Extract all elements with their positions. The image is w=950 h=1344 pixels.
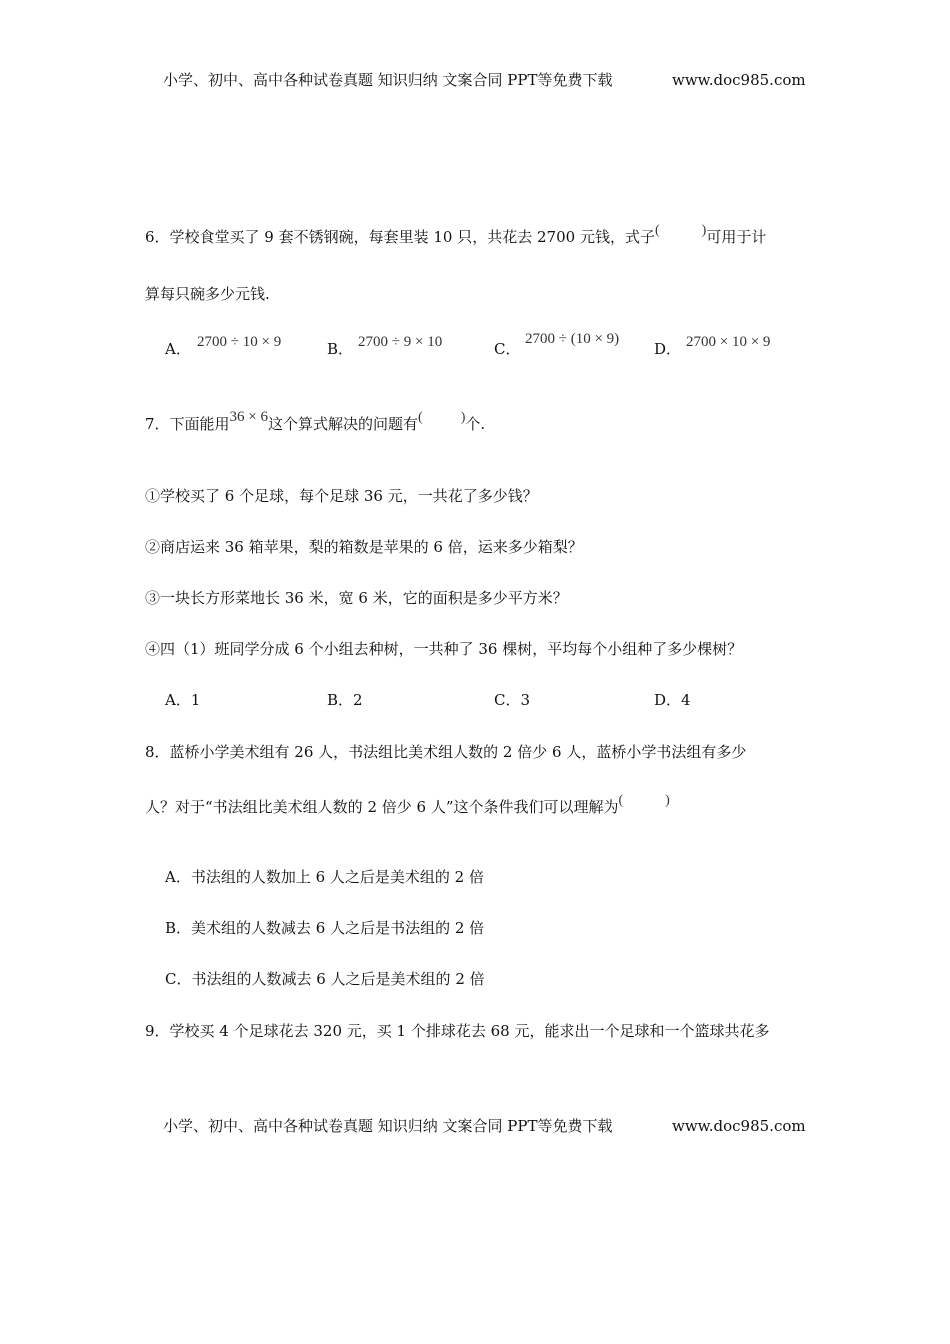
q7-paren-close: ) bbox=[460, 410, 466, 425]
q8-option-a[interactable]: A．书法组的人数加上 6 人之后是美术组的 2 倍 bbox=[165, 868, 484, 886]
q9-line1: 9．学校买 4 个足球花去 320 元，买 1 个排球花去 68 元，能求出一个足球和一个篮球共花多 bbox=[145, 1022, 770, 1040]
q7-option-b[interactable] bbox=[327, 690, 363, 710]
q6-line2: 算每只碗多少元钱. bbox=[145, 285, 270, 303]
q7-suffix: 个. bbox=[465, 415, 486, 433]
q6-option-d-expr: 2700 × 10 × 9 bbox=[686, 334, 771, 350]
q7-prefix: 7．下面能用 bbox=[145, 415, 230, 433]
q6-option-c-label: C． bbox=[494, 340, 521, 358]
q7-option-c-value: 3 bbox=[520, 691, 531, 709]
q6-line1-end: 可用于计 bbox=[706, 228, 767, 246]
q7-option-a-label: A． bbox=[165, 691, 191, 709]
q7-option-b-label: B． bbox=[327, 691, 354, 709]
q6-option-b[interactable] bbox=[327, 339, 353, 359]
q7-option-d-label: D． bbox=[654, 691, 682, 709]
q7-item-2: ②商店运来 36 箱苹果，梨的箱数是苹果的 6 倍，运来多少箱梨？ bbox=[145, 538, 583, 556]
q7-option-c-label: C． bbox=[494, 691, 521, 709]
q6-option-a-expr: 2700 ÷ 10 × 9 bbox=[197, 334, 282, 350]
q7-item-1: ①学校买了 6 个足球，每个足球 36 元，一共花了多少钱？ bbox=[145, 487, 538, 505]
q8-option-c[interactable]: C．书法组的人数减去 6 人之后是美术组的 2 倍 bbox=[165, 970, 485, 988]
q6-paren-close: ) bbox=[701, 223, 707, 238]
q6-option-b-label: B． bbox=[327, 340, 354, 358]
q7-expr: 36 × 6 bbox=[229, 409, 269, 425]
q7-option-d[interactable] bbox=[654, 690, 691, 710]
q6-line1 bbox=[145, 223, 767, 249]
q7-item-4: ④四（1）班同学分成 6 个小组去种树，一共种了 36 棵树，平均每个小组种了多少棵树？ bbox=[145, 640, 743, 658]
q7-option-d-value: 4 bbox=[681, 691, 691, 709]
q7-item-3: ③一块长方形菜地长 36 米，宽 6 米，它的面积是多少平方米？ bbox=[145, 589, 568, 607]
q8-option-b[interactable]: B．美术组的人数减去 6 人之后是书法组的 2 倍 bbox=[165, 919, 485, 937]
header-text: 小学、初中、高中各种试卷真题 知识归纳 文案合同 PPT等免费下载 bbox=[163, 71, 613, 89]
q8-line2-text: 人？对于“书法组比美术组人数的 2 倍少 6 人”这个条件我们可以理解为 bbox=[145, 798, 619, 816]
q6-option-d[interactable] bbox=[654, 339, 681, 359]
q8-line1: 8．蓝桥小学美术组有 26 人，书法组比美术组人数的 2 倍少 6 人，蓝桥小学书法组有多少 bbox=[145, 743, 747, 761]
q6-option-a-label: A． bbox=[165, 340, 191, 358]
q8-line2 bbox=[145, 793, 670, 819]
q8-paren-close: ) bbox=[665, 793, 670, 808]
q6-option-c[interactable] bbox=[494, 339, 520, 359]
q7-stem bbox=[145, 409, 486, 436]
q6-option-b-expr: 2700 ÷ 9 × 10 bbox=[358, 334, 443, 350]
q6-line1-text: 6．学校食堂买了 9 套不锈钢碗，每套里装 10 只，共花去 2700 元钱，式子 bbox=[145, 228, 655, 246]
q8-paren-open: ( bbox=[618, 793, 624, 808]
q6-option-d-label: D． bbox=[654, 340, 682, 358]
footer-url[interactable]: www.doc985.com bbox=[672, 1117, 806, 1135]
q7-option-c[interactable] bbox=[494, 690, 530, 710]
q7-option-b-value: 2 bbox=[353, 691, 363, 709]
q7-option-a[interactable] bbox=[165, 690, 200, 710]
q7-middle: 这个算式解决的问题有 bbox=[268, 415, 419, 433]
header-url[interactable]: www.doc985.com bbox=[672, 71, 806, 89]
q6-option-c-expr: 2700 ÷ (10 × 9) bbox=[525, 331, 620, 347]
footer-text: 小学、初中、高中各种试卷真题 知识归纳 文案合同 PPT等免费下载 bbox=[163, 1117, 613, 1135]
q7-option-a-value: 1 bbox=[190, 691, 201, 709]
q6-option-a[interactable] bbox=[165, 339, 191, 359]
q7-paren-open: ( bbox=[418, 410, 423, 425]
q6-paren-open: ( bbox=[654, 223, 660, 238]
